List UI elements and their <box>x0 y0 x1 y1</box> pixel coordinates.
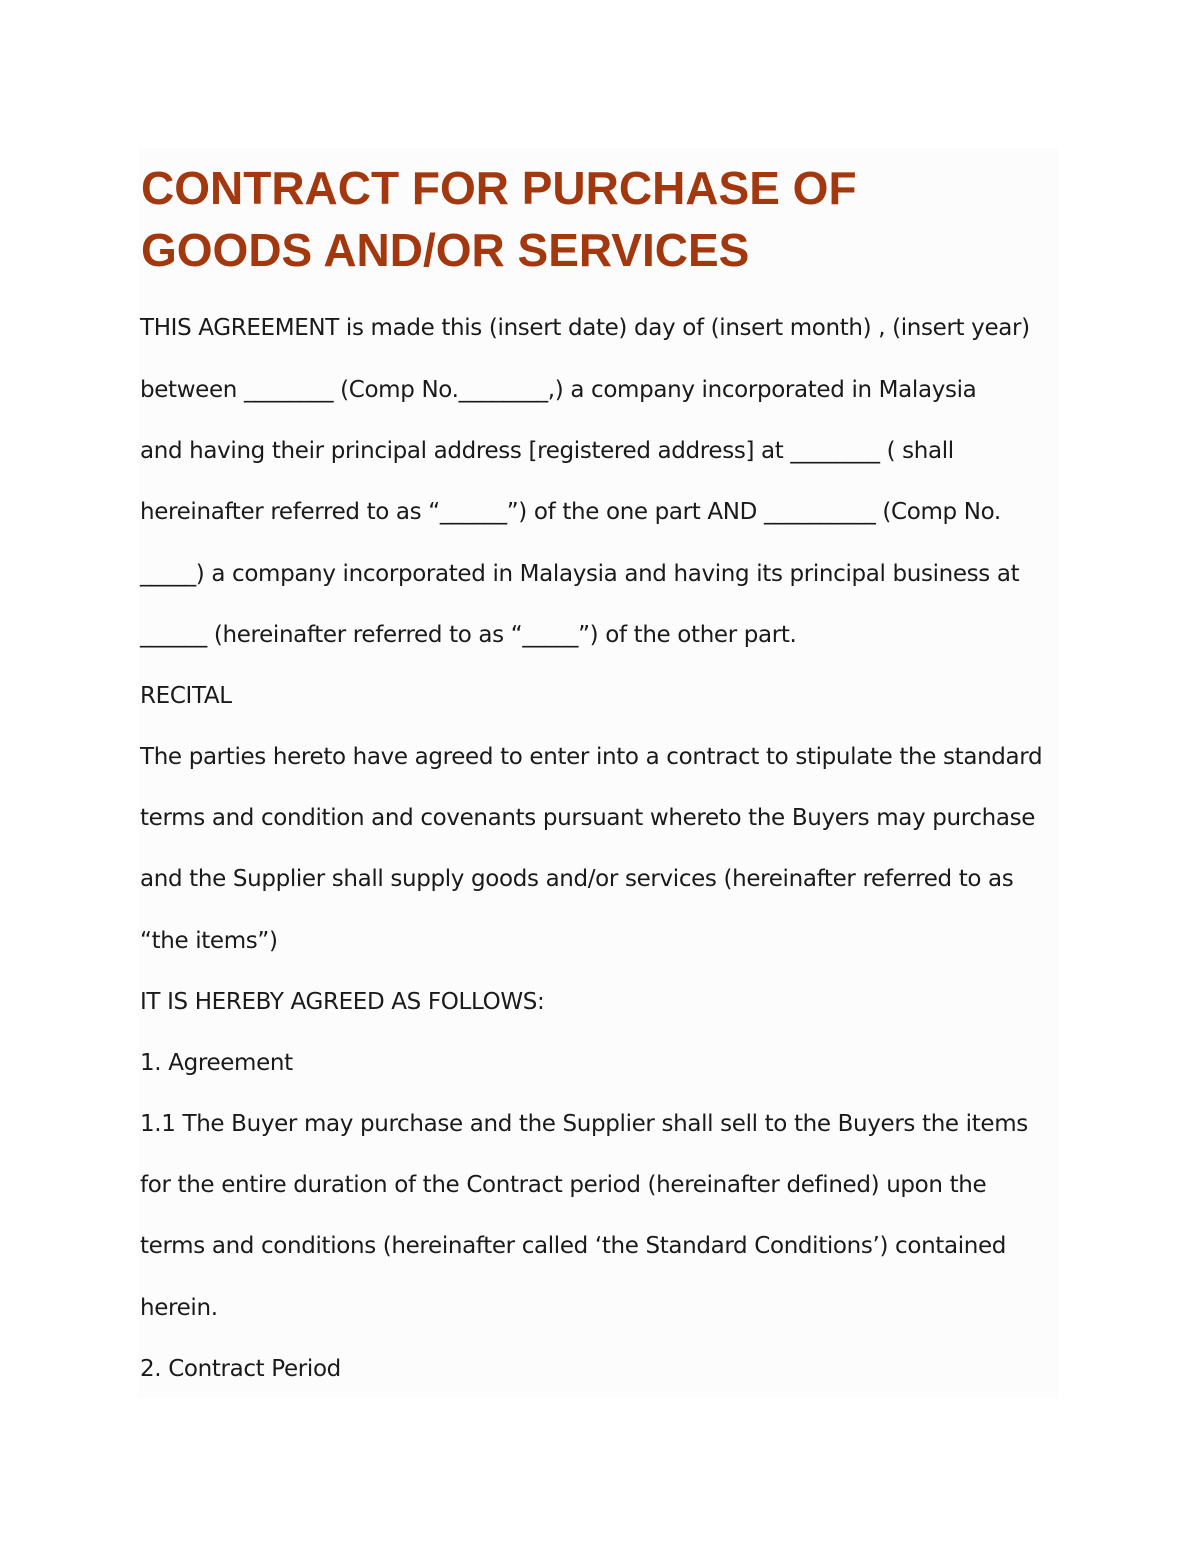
document-title-line-2: GOODS AND/OR SERVICES <box>141 224 750 276</box>
agreement-intro-line-3: and having their principal address [registered address] at ________ ( shall <box>140 438 954 464</box>
recital-line-1: The parties hereto have agreed to enter into a contract to stipulate the standard <box>140 744 1043 770</box>
clause-1-1-line-3: terms and conditions (hereinafter called ‘the Standard Conditions’) contained <box>140 1233 1007 1259</box>
section-2-heading: 2. Contract Period <box>140 1356 341 1382</box>
agreed-heading: IT IS HEREBY AGREED AS FOLLOWS: <box>140 989 545 1015</box>
section-1-heading: 1. Agreement <box>140 1050 293 1076</box>
recital-heading: RECITAL <box>140 683 232 709</box>
document-title <box>141 157 1041 281</box>
recital-line-4: “the items”) <box>140 928 278 954</box>
recital-line-3: and the Supplier shall supply goods and/or services (hereinafter referred to as <box>140 866 1014 892</box>
agreement-intro-line-1: THIS AGREEMENT is made this (insert date) day of (insert month) , (insert year) <box>140 315 1030 341</box>
clause-1-1-line-1: 1.1 The Buyer may purchase and the Supplier shall sell to the Buyers the items <box>140 1111 1028 1137</box>
recital-line-2: terms and condition and covenants pursuant whereto the Buyers may purchase <box>140 805 1036 831</box>
agreement-intro-line-4: hereinafter referred to as “______”) of the one part AND __________ (Comp No. <box>140 499 1001 525</box>
clause-1-1-line-2: for the entire duration of the Contract period (hereinafter defined) upon the <box>140 1172 987 1198</box>
clause-1-1-line-4: herein. <box>140 1295 218 1321</box>
document-title-line-1: CONTRACT FOR PURCHASE OF <box>141 162 857 214</box>
agreement-intro-line-2: between ________ (Comp No.________,) a company incorporated in Malaysia <box>140 377 977 403</box>
agreement-intro-line-6: ______ (hereinafter referred to as “_____”) of the other part. <box>140 622 797 648</box>
agreement-intro-line-5: _____) a company incorporated in Malaysia and having its principal business at <box>140 561 1020 587</box>
